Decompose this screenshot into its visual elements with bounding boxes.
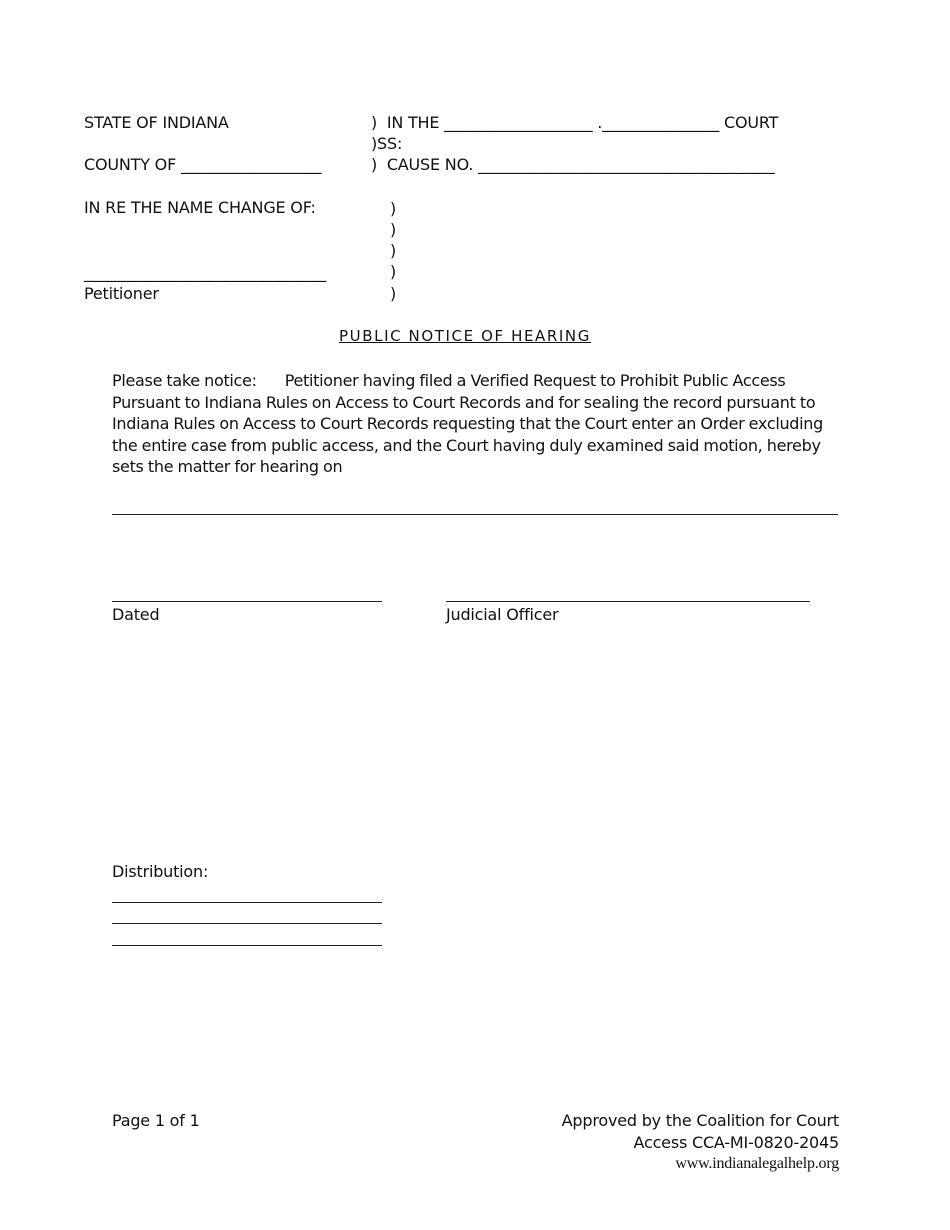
document-title: PUBLIC NOTICE OF HEARING — [339, 327, 591, 345]
caption-paren: ) — [390, 220, 397, 239]
notice-text: Petitioner having filed a Verified Request to Prohibit Public Access Pursuant to Indiana Rules on Access to Court Records and for sealing the record pursuant to Indiana Rules on Access to Court Records requesting that the Court enter an Order excluding the entire case from public access, and the Court having duly examined said motion, hereby sets the matter for hearing on — [112, 371, 824, 476]
distribution-line — [112, 923, 382, 924]
distribution-line — [112, 902, 382, 903]
notice-body — [112, 370, 842, 478]
caption-paren: ) — [390, 262, 397, 281]
notice-lead: Please take notice: — [112, 371, 257, 390]
petitioner-name-line: _______________________________ — [84, 263, 326, 282]
state-label: STATE OF INDIANA — [84, 113, 229, 132]
ss-label: )SS: — [371, 134, 403, 153]
caption-paren: ) — [390, 241, 397, 260]
judicial-officer-label: Judicial Officer — [446, 605, 559, 624]
dated-line — [112, 601, 382, 602]
website-url: www.indianalegalhelp.org — [675, 1155, 839, 1172]
hearing-date-line — [112, 514, 838, 515]
dated-label: Dated — [112, 605, 160, 624]
court-field: ) IN THE ___________________ ._______________ COURT — [371, 113, 779, 132]
approval-line-1: Approved by the Coalition for Court — [561, 1111, 839, 1130]
in-re-label: IN RE THE NAME CHANGE OF: — [84, 198, 316, 217]
petitioner-label: Petitioner — [84, 284, 159, 303]
distribution-line — [112, 945, 382, 946]
cause-number-field: ) CAUSE NO. ______________________________________ — [371, 155, 775, 174]
page-number: Page 1 of 1 — [112, 1111, 200, 1130]
judicial-officer-line — [446, 601, 810, 602]
distribution-label: Distribution: — [112, 862, 209, 881]
caption-paren: ) — [390, 199, 397, 218]
caption-paren: ) — [390, 284, 397, 303]
approval-line-2: Access CCA-MI-0820-2045 — [633, 1133, 839, 1152]
county-field: COUNTY OF __________________ — [84, 155, 322, 174]
